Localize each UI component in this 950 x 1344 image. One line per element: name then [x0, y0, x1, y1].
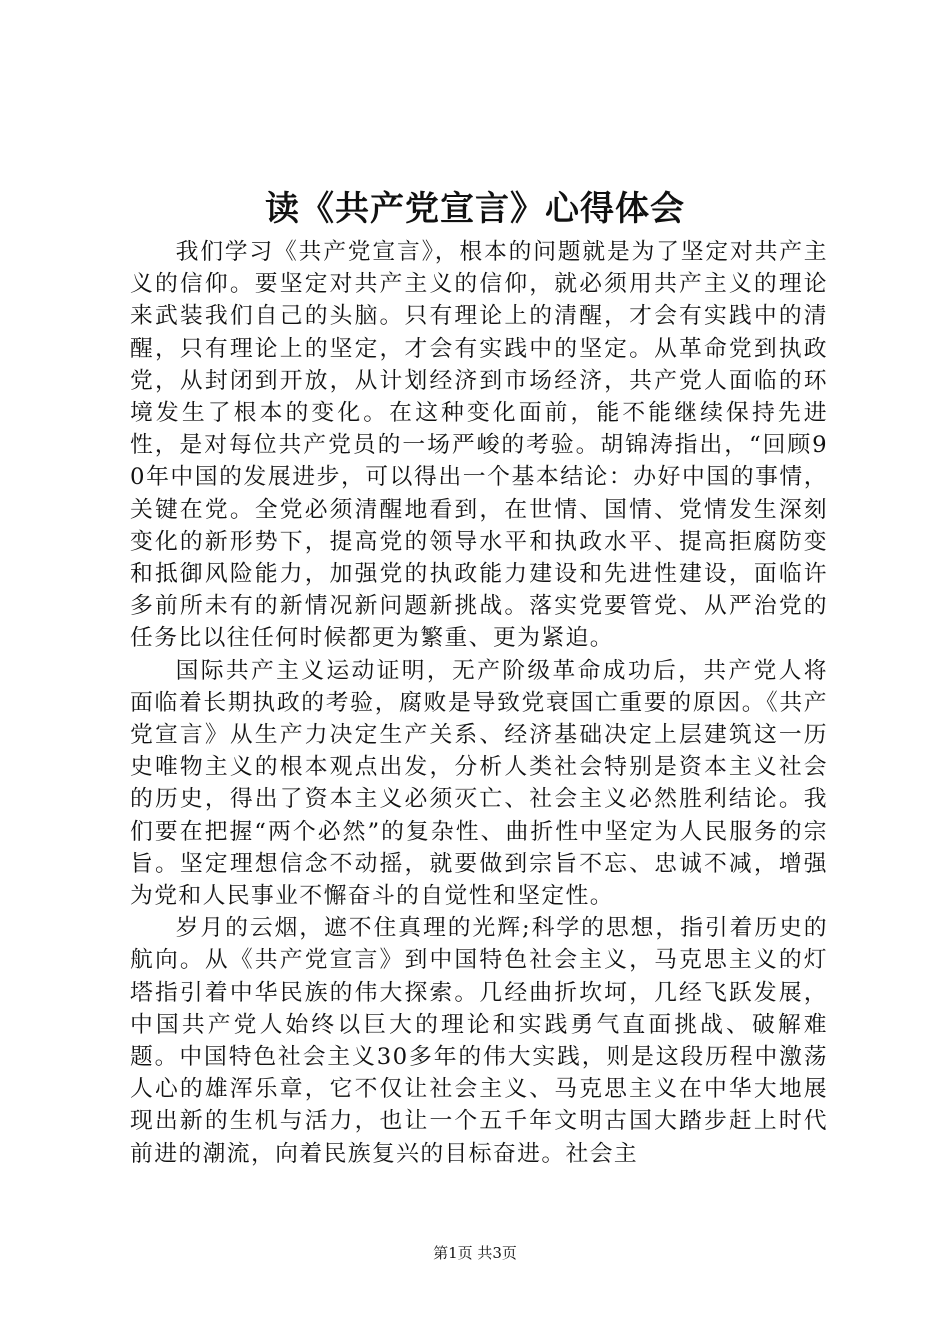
- page-number-footer: 第1页 共3页: [433, 1244, 517, 1262]
- paragraph-3: 岁月的云烟，遮不住真理的光辉;科学的思想，指引着历史的航向。从《共产党宣言》到中国特色社会主义，马克思主义的灯塔指引着中华民族的伟大探索。几经曲折坎坷，几经飞跃发展，中国共产党人始终以巨大的理论和实践勇气直面挑战、破解难题。中国特色社会主义30多年的伟大实践，则是这段历程中激荡人心的雄浑乐章，它不仅让社会主义、马克思主义在中华大地展现出新的生机与活力，也让一个五千年文明古国大踏步赶上时代前进的潮流，向着民族复兴的目标奋进。社会主: [130, 915, 828, 1167]
- document-body: [130, 236, 828, 1170]
- document-title: 读《共产党宣言》心得体会: [265, 189, 685, 229]
- paragraph-2: 国际共产主义运动证明，无产阶级革命成功后，共产党人将面临着长期执政的考验，腐败是导致党衰国亡重要的原因。《共产党宣言》从生产力决定生产关系、经济基础决定上层建筑这一历史唯物主义的根本观点出发，分析人类社会特别是资本主义社会的历史，得出了资本主义必须灭亡、社会主义必然胜利结论。我们要在把握“两个必然”的复杂性、曲折性中坚定为人民服务的宗旨。坚定理想信念不动摇，就要做到宗旨不忘、忠诚不减，增强为党和人民事业不懈奋斗的自觉性和坚定性。: [130, 657, 828, 910]
- paragraph-1: 我们学习《共产党宣言》，根本的问题就是为了坚定对共产主义的信仰。要坚定对共产主义的信仰，就必须用共产主义的理论来武装我们自己的头脑。只有理论上的清醒，才会有实践中的清醒，只有理论上的坚定，才会有实践中的坚定。从革命党到执政党，从封闭到开放，从计划经济到市场经济，共产党人面临的环境发生了根本的变化。在这种变化面前，能不能继续保持先进性，是对每位共产党员的一场严峻的考验。胡锦涛指出，“回顾90年中国的发展进步，可以得出一个基本结论：办好中国的事情，关键在党。全党必须清醒地看到，在世情、国情、党情发生深刻变化的新形势下，提高党的领导水平和执政水平、提高拒腐防变和抵御风险能力，加强党的执政能力建设和先进性建设，面临许多前所未有的新情况新问题新挑战。落实党要管党、从严治党的任务比以往任何时候都更为繁重、更为紧迫。: [130, 239, 828, 652]
